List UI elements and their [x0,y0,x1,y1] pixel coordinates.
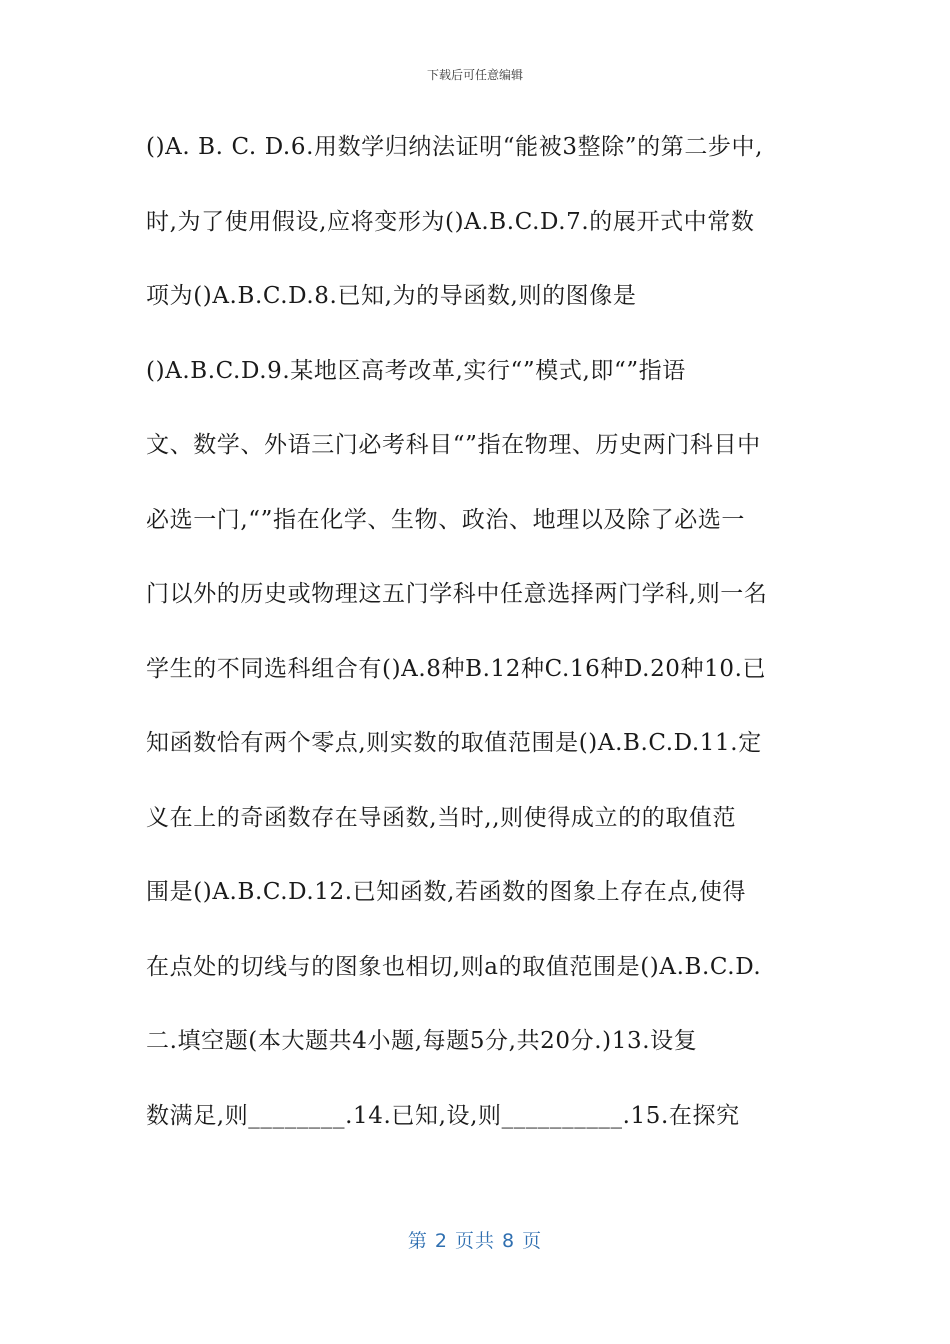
text-line-12: 在点处的切线与的图象也相切,则a的取值范围是()A.B.C.D. [146,953,762,980]
text-line-10: 义在上的奇函数存在导函数,当时,,则使得成立的的取值范 [146,804,737,831]
text-line-9: 知函数恰有两个零点,则实数的取值范围是()A.B.C.D.11.定 [146,730,762,756]
text-line-14: 数满足,则________.14.已知,设,则__________.15.在探究 [146,1102,740,1129]
text-line-2: 时,为了使用假设,应将变形为()A.B.C.D.7.的展开式中常数 [146,208,755,235]
text-line-13: 二.填空题(本大题共4小题,每题5分,共20分.)13.设复 [146,1028,698,1054]
text-line-11: 围是()A.B.C.D.12.已知函数,若函数的图象上存在点,使得 [146,879,747,905]
text-line-6: 必选一门,“”指在化学、生物、政治、地理以及除了必选一 [146,506,746,533]
page-number-footer: 第 2 页共 8 页 [407,1230,543,1252]
text-line-8: 学生的不同选科组合有()A.8种B.12种C.16种D.20种10.已 [146,655,767,682]
text-line-7: 门以外的历史或物理这五门学科中任意选择两门学科,则一名 [146,581,768,607]
document-body [146,120,811,1163]
text-line-4: ()A.B.C.D.9.某地区高考改革,实行“”模式,即“”指语 [146,357,686,384]
text-line-3: 项为()A.B.C.D.8.已知,为的导函数,则的图像是 [146,283,637,309]
text-line-5: 文、数学、外语三门必考科目“”指在物理、历史两门科目中 [146,432,761,458]
text-line-1: ()A. B. C. D.6.用数学归纳法证明“能被3整除”的第二步中, [146,134,764,160]
header-note: 下载后可任意编辑 [426,68,523,82]
